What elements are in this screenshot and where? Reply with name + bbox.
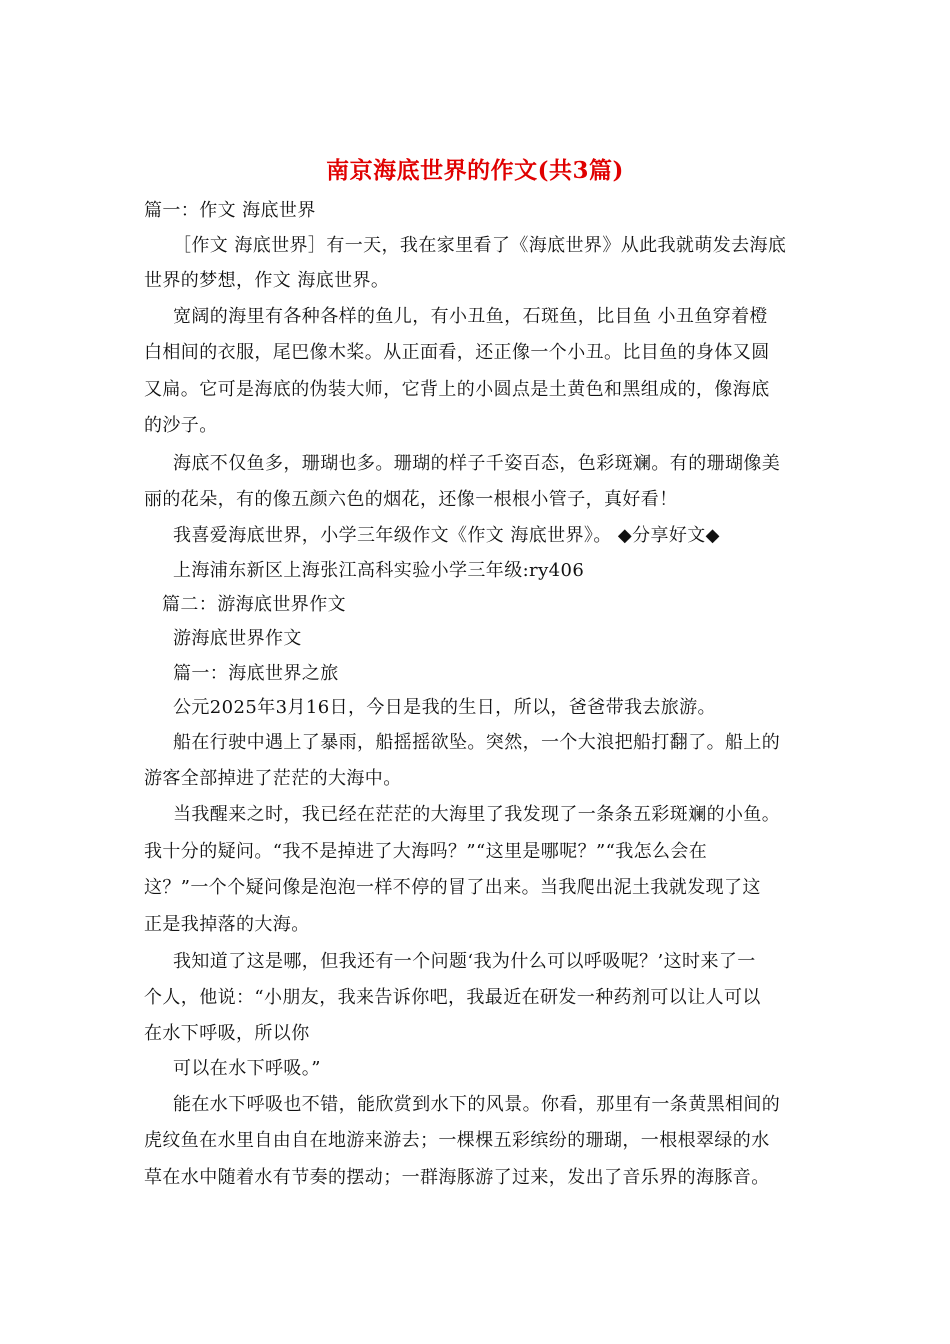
document-title: 南京海底世界的作文(共3篇) bbox=[326, 157, 624, 184]
paragraph-line: 能在水下呼吸也不错，能欣赏到水下的风景。你看，那里有一条黄黑相间的 bbox=[173, 1094, 781, 1115]
paragraph-line: 世界的梦想，作文 海底世界。 bbox=[144, 270, 390, 291]
paragraph-line: 草在水中随着水有节奏的摆动；一群海豚游了过来，发出了音乐界的海豚音。 bbox=[144, 1167, 770, 1188]
paragraph-line: 丽的花朵，有的像五颜六色的烟花，还像一根根小管子，真好看！ bbox=[144, 489, 678, 510]
paragraph-line: 可以在水下呼吸。” bbox=[173, 1058, 321, 1079]
paragraph-line: 公元2025年3月16日，今日是我的生日，所以，爸爸带我去旅游。 bbox=[173, 697, 716, 718]
paragraph-line: 这？”一个个疑问像是泡泡一样不停的冒了出来。当我爬出泥土我就发现了这 bbox=[144, 877, 761, 898]
paragraph-line: 我知道了这是哪，但我还有一个问题‘我为什么可以呼吸呢？’这时来了一 bbox=[173, 951, 756, 972]
paragraph-line: 又扁。它可是海底的伪装大师，它背上的小圆点是土黄色和黑组成的，像海底 bbox=[144, 379, 770, 400]
paragraph-line: 海底不仅鱼多，珊瑚也多。珊瑚的样子千姿百态，色彩斑斓。有的珊瑚像美 bbox=[173, 453, 781, 474]
paragraph-line: 当我醒来之时，我已经在茫茫的大海里了我发现了一条条五彩斑斓的小鱼。 bbox=[173, 804, 781, 825]
paragraph-line: 的沙子。 bbox=[144, 415, 218, 436]
paragraph-line: ［作文 海底世界］有一天，我在家里看了《海底世界》从此我就萌发去海底 bbox=[173, 235, 787, 256]
subheading: 游海底世界作文 bbox=[173, 628, 302, 649]
paragraph-line: 白相间的衣服，尾巴像木桨。从正面看，还正像一个小丑。比目鱼的身体又圆 bbox=[144, 342, 770, 363]
subheading: 篇一：海底世界之旅 bbox=[173, 663, 339, 684]
paragraph-line: 正是我掉落的大海。 bbox=[144, 914, 310, 935]
section-heading: 篇二：游海底世界作文 bbox=[162, 594, 346, 615]
paragraph-line: 游客全部掉进了茫茫的大海中。 bbox=[144, 768, 402, 789]
section-heading: 篇一：作文 海底世界 bbox=[144, 200, 316, 221]
paragraph-line: 宽阔的海里有各种各样的鱼儿，有小丑鱼，石斑鱼，比目鱼 小丑鱼穿着橙 bbox=[173, 306, 768, 327]
paragraph-line: 船在行驶中遇上了暴雨，船摇摇欲坠。突然，一个大浪把船打翻了。船上的 bbox=[173, 732, 781, 753]
paragraph-line: 上海浦东新区上海张江高科实验小学三年级:ry406 bbox=[173, 560, 585, 581]
paragraph-line: 我喜爱海底世界，小学三年级作文《作文 海底世界》。 ◆分享好文◆ bbox=[173, 525, 720, 546]
paragraph-line: 在水下呼吸，所以你 bbox=[144, 1023, 310, 1044]
paragraph-line: 虎纹鱼在水里自由自在地游来游去；一棵棵五彩缤纷的珊瑚，一根根翠绿的水 bbox=[144, 1130, 770, 1151]
paragraph-line: 我十分的疑问。“我不是掉进了大海吗？”“这里是哪呢？”“我怎么会在 bbox=[144, 841, 708, 862]
paragraph-line: 个人，他说：“小朋友，我来告诉你吧，我最近在研发一种药剂可以让人可以 bbox=[144, 987, 761, 1008]
